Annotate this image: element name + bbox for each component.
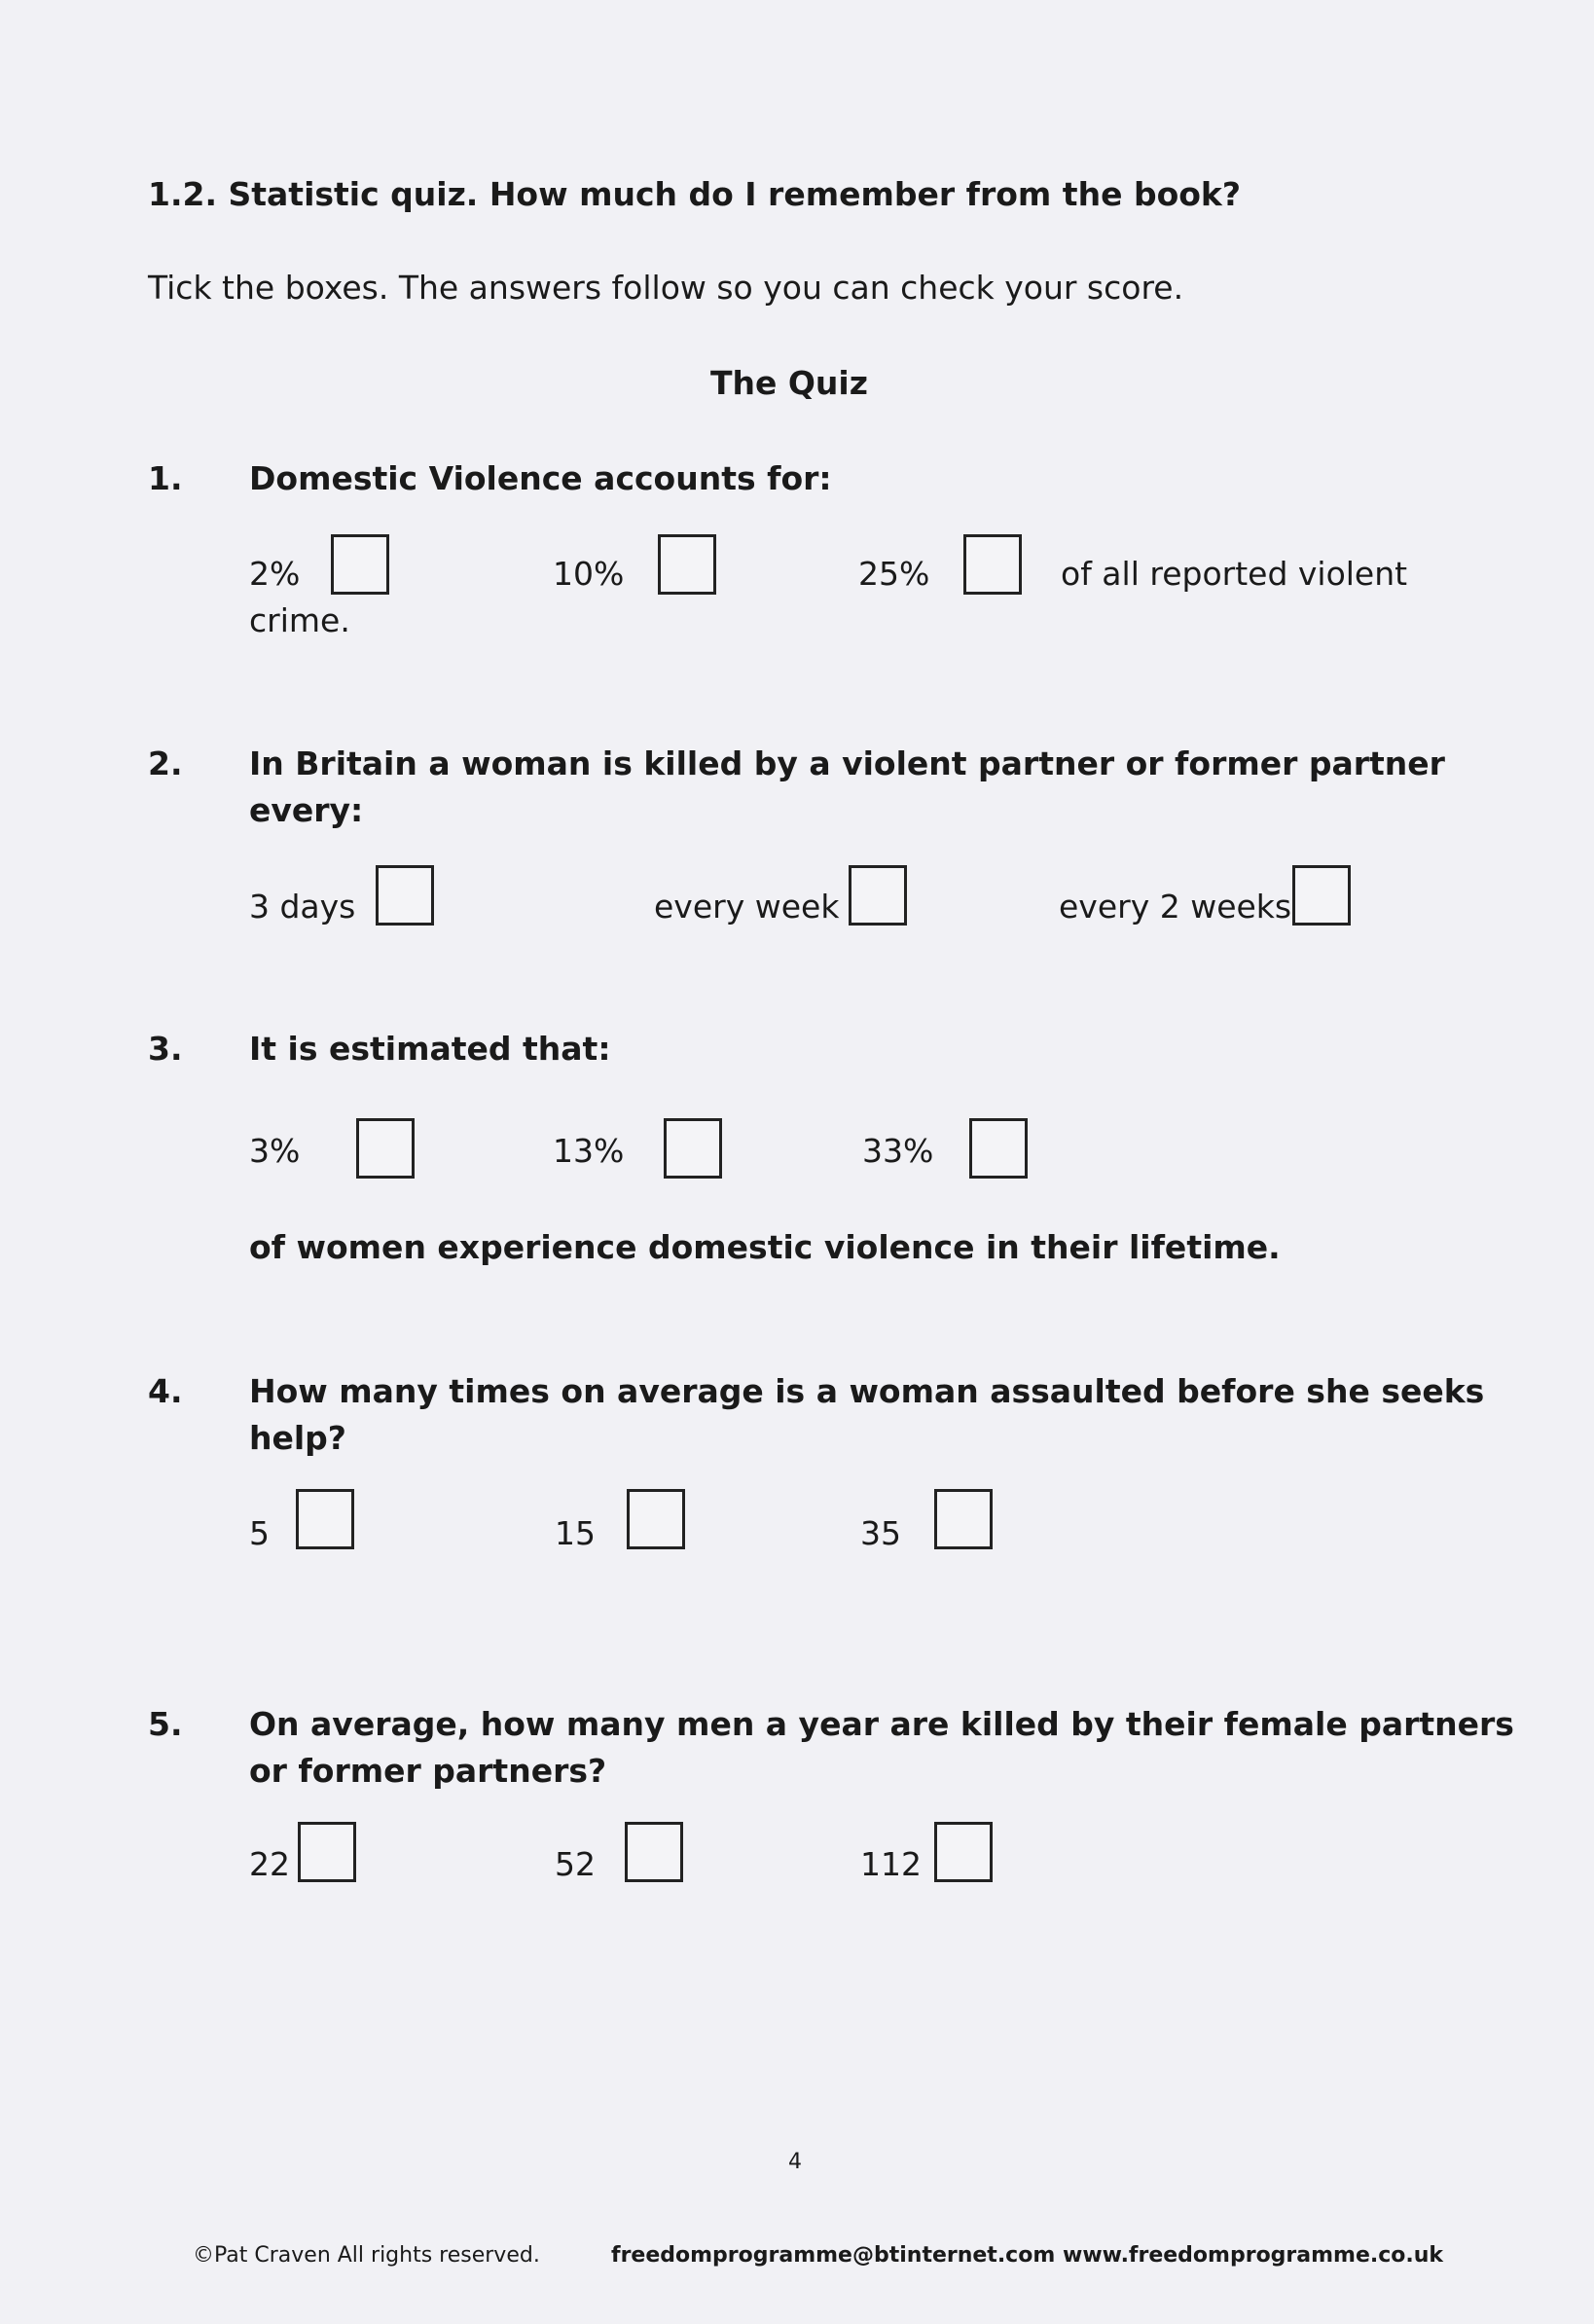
- section-title: 1.2. Statistic quiz. How much do I remember from the book?: [148, 175, 1241, 213]
- option-suffix: of all reported violent: [1061, 555, 1408, 593]
- answer-checkbox[interactable]: [296, 1489, 354, 1549]
- page-number: 4: [788, 2150, 802, 2174]
- footer-website: www.freedomprogramme.co.uk: [1063, 2243, 1444, 2268]
- question-number: 3.: [148, 1030, 183, 1068]
- answer-checkbox[interactable]: [1292, 865, 1351, 926]
- answer-checkbox[interactable]: [969, 1118, 1028, 1179]
- quiz-heading: The Quiz: [710, 364, 868, 402]
- answer-checkbox[interactable]: [356, 1118, 415, 1179]
- option-label: every week: [654, 888, 840, 926]
- answer-checkbox[interactable]: [627, 1489, 685, 1549]
- question-text-continued: every:: [249, 791, 364, 829]
- footer-email: freedomprogramme@btinternet.com: [611, 2243, 1056, 2268]
- footer-copyright: ©Pat Craven All rights reserved.: [193, 2243, 540, 2268]
- answer-checkbox[interactable]: [963, 534, 1022, 595]
- option-label: every 2 weeks: [1059, 888, 1292, 926]
- question-text: It is estimated that:: [249, 1030, 611, 1068]
- option-label: 10%: [553, 555, 625, 593]
- option-label: 3%: [249, 1132, 301, 1170]
- option-label: 15: [555, 1514, 596, 1552]
- option-label: 112: [860, 1845, 922, 1883]
- option-label: 52: [555, 1845, 596, 1883]
- answer-checkbox[interactable]: [625, 1822, 683, 1882]
- question-text: How many times on average is a woman assaulted before she seeks: [249, 1372, 1485, 1410]
- question-text: Domestic Violence accounts for:: [249, 459, 832, 497]
- option-label: 22: [249, 1845, 290, 1883]
- question-number: 2.: [148, 744, 183, 782]
- answer-checkbox[interactable]: [934, 1489, 993, 1549]
- answer-checkbox[interactable]: [376, 865, 434, 926]
- answer-checkbox[interactable]: [849, 865, 907, 926]
- option-label: 33%: [862, 1132, 934, 1170]
- option-suffix-continued: crime.: [249, 601, 350, 639]
- instruction-text: Tick the boxes. The answers follow so you can check your score.: [148, 269, 1184, 307]
- option-label: 13%: [553, 1132, 625, 1170]
- option-label: 5: [249, 1514, 270, 1552]
- option-label: 25%: [858, 555, 930, 593]
- question-number: 4.: [148, 1372, 183, 1410]
- question-text: In Britain a woman is killed by a violent partner or former partner: [249, 744, 1445, 782]
- answer-checkbox[interactable]: [331, 534, 389, 595]
- question-text-continued: help?: [249, 1419, 346, 1457]
- option-suffix: of women experience domestic violence in their lifetime.: [249, 1228, 1281, 1266]
- option-label: 3 days: [249, 888, 356, 926]
- option-label: 2%: [249, 555, 301, 593]
- question-text-continued: or former partners?: [249, 1752, 607, 1790]
- answer-checkbox[interactable]: [934, 1822, 993, 1882]
- answer-checkbox[interactable]: [658, 534, 716, 595]
- answer-checkbox[interactable]: [298, 1822, 356, 1882]
- question-text: On average, how many men a year are killed by their female partners: [249, 1705, 1514, 1743]
- question-number: 1.: [148, 459, 183, 497]
- answer-checkbox[interactable]: [664, 1118, 722, 1179]
- question-number: 5.: [148, 1705, 183, 1743]
- option-label: 35: [860, 1514, 901, 1552]
